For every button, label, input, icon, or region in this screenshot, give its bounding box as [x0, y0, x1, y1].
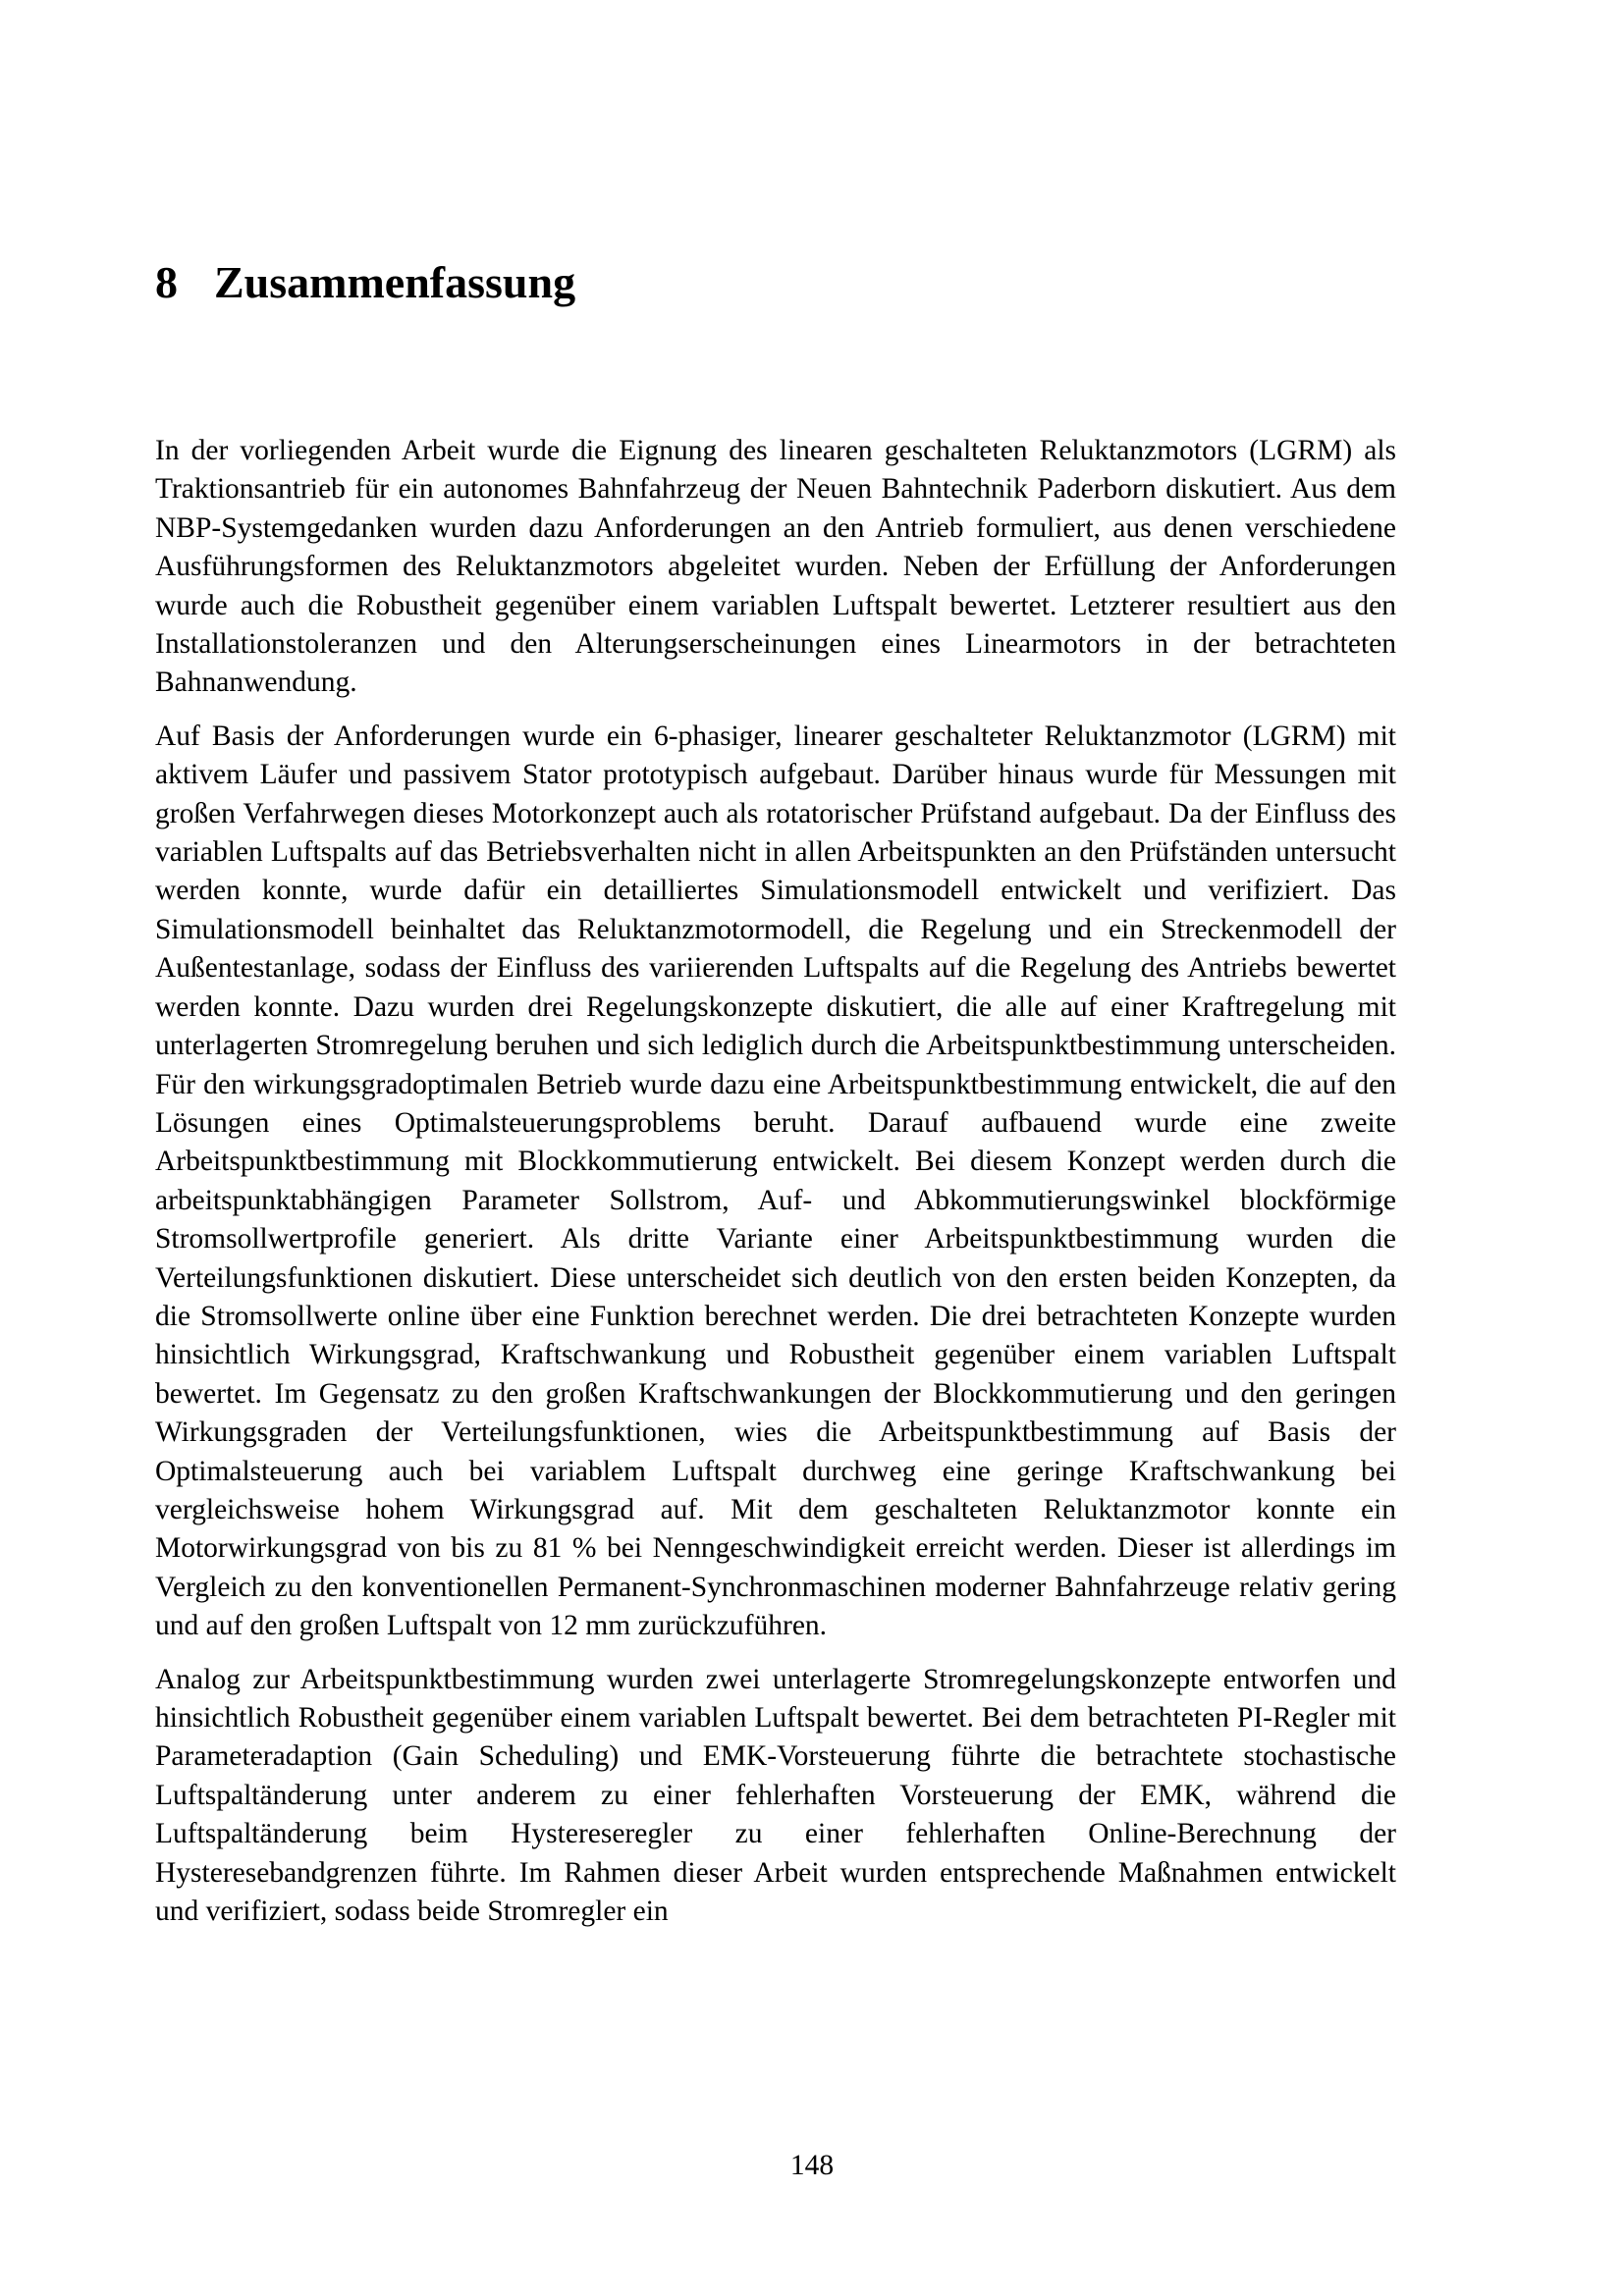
- paragraph-3: Analog zur Arbeitspunktbestimmung wurden zwei unterlagerte Stromregelungskonzepte entworfen und hinsichtlich Robustheit gegenüber einem variablen Luftspalt bewertet. Bei dem betrachteten PI-Regler mit Parameteradaption (Gain Scheduling) und EMK-Vorsteuerung führte die betrachtete stochastische Luftspaltänderung unter anderem zu einer fehlerhaften Vorsteuerung der EMK, während die Luftspaltänderung beim Hystereseregler zu einer fehlerhaften Online-Berechnung der Hysteresebandgrenzen führte. Im Rahmen dieser Arbeit wurden entsprechende Maßnahmen entwickelt und verifiziert, sodass beide Stromregler ein: [155, 1663, 1396, 1928]
- chapter-title: Zusammenfassung: [214, 257, 576, 307]
- page-number: 148: [789, 2150, 835, 2181]
- chapter-heading: [155, 253, 575, 312]
- body-text: [155, 432, 1396, 1946]
- paragraph-1: In der vorliegenden Arbeit wurde die Eignung des linearen geschalteten Reluktanzmotors (LGRM) als Traktionsantrieb für ein autonomes Bahnfahrzeug der Neuen Bahntechnik Paderborn diskutiert. Aus dem NBP-Systemgedanken wurden dazu Anforderungen an den Antrieb formuliert, aus denen verschiedene Ausführungsformen des Reluktanzmotors abgeleitet wurden. Neben der Erfüllung der Anforderungen wurde auch die Robustheit gegenüber einem variablen Luftspalt bewertet. Letzterer resultiert aus den Installationstoleranzen und den Alterungserscheinungen eines Linearmotors in der betrachteten Bahnanwendung.: [155, 435, 1396, 699]
- chapter-number: 8: [155, 257, 178, 307]
- paragraph-2: Auf Basis der Anforderungen wurde ein 6-phasiger, linearer geschalteter Reluktanzmotor (LGRM) mit aktivem Läufer und passivem Stator prototypisch aufgebaut. Darüber hinaus wurde für Messungen mit großen Verfahrwegen dieses Motorkonzept auch als rotatorischer Prüfstand aufgebaut. Da der Einfluss des variablen Luftspalts auf das Betriebsverhalten nicht in allen Arbeitspunkten an den Prüfständen untersucht werden konnte, wurde dafür ein detailliertes Simulationsmodell entwickelt und verifiziert. Das Simulationsmodell beinhaltet das Reluktanzmotormodell, die Regelung und ein Streckenmodell der Außentestanlage, sodass der Einfluss des variierenden Luftspalts auf die Regelung des Antriebs bewertet werden konnte. Dazu wurden drei Regelungskonzepte diskutiert, die alle auf einer Kraftregelung mit unterlagerten Stromregelung beruhen und sich lediglich durch die Arbeitspunktbestimmung unterscheiden. Für den wirkungsgradoptimalen Betrieb wurde dazu eine Arbeitspunktbestimmung entwickelt, die auf den Lösungen eines Optimalsteuerungsproblems beruht. Darauf aufbauend wurde eine zweite Arbeitspunktbestimmung mit Blockkommutierung entwickelt. Bei diesem Konzept werden durch die arbeitspunktabhängigen Parameter Sollstrom, Auf- und Abkommutierungswinkel blockförmige Stromsollwertprofile generiert. Als dritte Variante einer Arbeitspunktbestimmung wurden die Verteilungsfunktionen diskutiert. Diese unterscheidet sich deutlich von den ersten beiden Konzepten, da die Stromsollwerte online über eine Funktion berechnet werden. Die drei betrachteten Konzepte wurden hinsichtlich Wirkungsgrad, Kraftschwankung und Robustheit gegenüber einem variablen Luftspalt bewertet. Im Gegensatz zu den großen Kraftschwankungen der Blockkommutierung und den geringen Wirkungsgraden der Verteilungsfunktionen, wies die Arbeitspunktbestimmung auf Basis der Optimalsteuerung auch bei variablem Luftspalt durchweg eine geringe Kraftschwankung bei vergleichsweise hohem Wirkungsgrad auf. Mit dem geschalteten Reluktanzmotor konnte ein Motorwirkungsgrad von bis zu 81 % bei Nenngeschwindigkeit erreicht werden. Dieser ist allerdings im Vergleich zu den konventionellen Permanent-Synchronmaschinen moderner Bahnfahrzeuge relativ gering und auf den großen Luftspalt von 12 mm zurückzuführen.: [155, 720, 1396, 1642]
